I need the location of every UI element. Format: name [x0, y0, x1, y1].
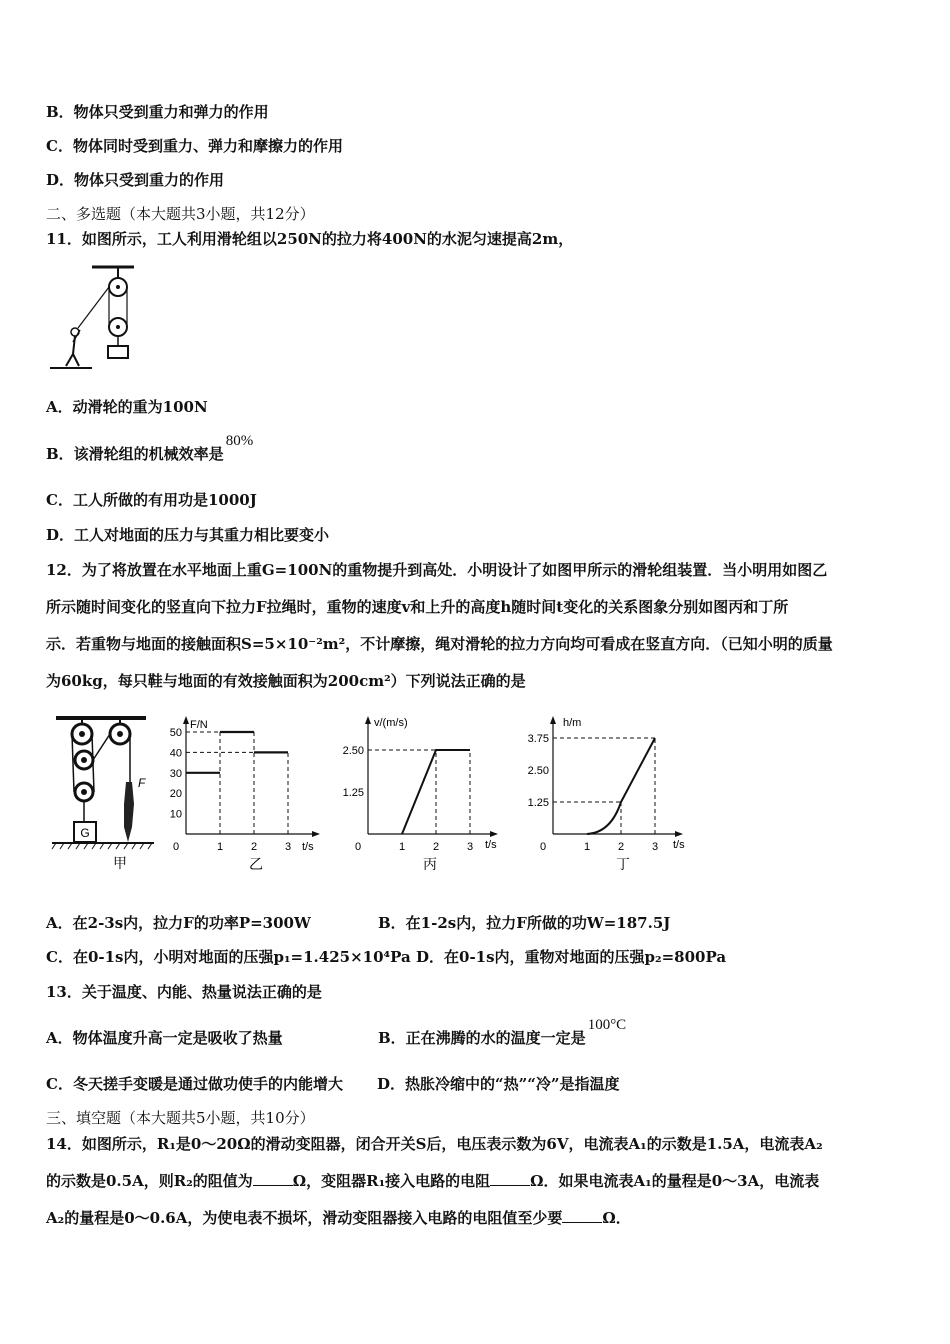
yi-ytick-label: 50 [169, 727, 182, 739]
weight-g-label: G [80, 826, 90, 840]
q14-line3-part-a: A₂的量程是0～0.6A，为使电表不损坏，滑动变阻器接入电路的电阻值至少要 [46, 1209, 563, 1227]
yi-ytick-label: 30 [169, 767, 182, 780]
q11-option-c: C．工人所做的有用功是1000J [46, 491, 257, 509]
q13-stem: 13．关于温度、内能、热量说法正确的是 [46, 983, 322, 1001]
q12-option-c: C．在0-1s内，小明对地面的压强p₁=1.425×10⁴Pa [46, 948, 411, 966]
q11-option-b [46, 433, 254, 465]
q12-stem-line3: 示．若重物与地面的接触面积S=5×10⁻²m²，不计摩擦，绳对滑轮的拉力方向均可看成在竖直方向．（已知小明的质量 [46, 635, 833, 653]
section3-title: 三、填空题（本大题共5小题，共10分） [46, 1109, 315, 1127]
q12-option-b: B．在1-2s内，拉力F所做的功W=187.5J [378, 914, 671, 932]
q14-line3 [46, 1208, 631, 1228]
chart-bing [330, 712, 510, 872]
ding-xtick-label: 2 [617, 841, 625, 853]
section2-title: 二、多选题（本大题共3小题，共12分） [46, 205, 315, 223]
chart-bing-ylabel: v/(m/s) [374, 717, 408, 729]
yi-xtick-label: 3 [284, 841, 292, 853]
fig-label-yi: 乙 [249, 856, 263, 872]
q14-line2-part-c: Ω．如果电流表A₁的量程是0～3A，电流表 [530, 1172, 820, 1190]
bing-ytick-label: 1.25 [342, 787, 364, 799]
chart-ding-xlabel: t/s [673, 839, 685, 851]
answer-blank-r1[interactable] [490, 1185, 530, 1186]
q10-option-c: C．物体同时受到重力、弹力和摩擦力的作用 [46, 137, 343, 155]
bing-ytick-label: 2.50 [342, 745, 364, 757]
bing-xtick-label: 3 [466, 841, 474, 853]
bing-xtick-label: 0 [354, 841, 362, 853]
answer-blank-r2[interactable] [253, 1185, 293, 1186]
fig-label-jia: 甲 [113, 855, 127, 871]
chart-ding-ylabel: h/m [563, 717, 582, 729]
bing-xtick-label: 1 [398, 841, 406, 853]
chart-ding [515, 712, 695, 872]
yi-ytick-label: 40 [169, 747, 182, 760]
yi-xtick-label: 1 [216, 841, 224, 853]
ding-ytick-label: 3.75 [527, 733, 549, 745]
q13-option-c: C．冬天搓手变暖是通过做功使手的内能增大 [46, 1075, 343, 1093]
yi-ytick-label: 10 [169, 808, 182, 821]
q13-option-d: D．热胀冷缩中的“热”“冷”是指温度 [377, 1075, 620, 1093]
chart-bing-xlabel: t/s [485, 839, 497, 851]
q14-line1: 14．如图所示，R₁是0～20Ω的滑动变阻器，闭合开关S后，电压表示数为6V，电流表A₁的示数是1.5A，电流表A₂ [46, 1135, 823, 1153]
q11-option-b-value: 80% [225, 433, 254, 449]
chart-yi-ylabel: F/N [190, 719, 208, 731]
yi-xtick-label: 0 [172, 841, 180, 853]
ding-xtick-label: 3 [651, 841, 659, 853]
q13-option-a: A．物体温度升高一定是吸收了热量 [46, 1029, 283, 1047]
q12-stem-line1: 12．为了将放置在水平地面上重G=100N的重物提升到高处．小明设计了如图甲所示的滑轮组装置．当小明用如图乙 [46, 561, 828, 579]
q13-option-b [378, 1017, 627, 1049]
fig-label-ding: 丁 [616, 856, 630, 872]
yi-xtick-label: 2 [250, 841, 258, 853]
q11-option-b-text: B．该滑轮组的机械效率是 [46, 445, 224, 463]
chart-yi [160, 712, 330, 872]
q12-option-a: A．在2-3s内，拉力F的功率P=300W [46, 914, 311, 932]
q12-stem-line2: 所示随时间变化的竖直向下拉力F拉绳时，重物的速度v和上升的高度h随时间t变化的关系图象分别如图丙和丁所 [46, 598, 789, 616]
ding-xtick-label: 1 [583, 841, 591, 853]
answer-blank-min-r[interactable] [562, 1222, 602, 1223]
q11-option-a: A．动滑轮的重为100N [46, 398, 208, 416]
ding-ytick-label: 2.50 [527, 765, 549, 777]
ding-xtick-label: 0 [539, 841, 547, 853]
q11-option-d: D．工人对地面的压力与其重力相比要变小 [46, 526, 330, 544]
chart-yi-xlabel: t/s [302, 841, 314, 853]
q13-option-b-value: 100°C [587, 1017, 627, 1033]
q14-line2-part-a: 的示数是0.5A，则R₂的阻值为 [46, 1172, 253, 1190]
q14-line2-part-b: Ω，变阻器R₁接入电路的电阻 [292, 1172, 491, 1190]
q11-stem: 11．如图所示，工人利用滑轮组以250N的拉力将400N的水泥匀速提高2m， [46, 230, 574, 248]
q12-stem-line4: 为60kg，每只鞋与地面的有效接触面积为200cm²）下列说法正确的是 [46, 672, 526, 690]
pulley-figure-q11 [48, 262, 148, 372]
bing-xtick-label: 2 [432, 841, 440, 853]
ding-ytick-label: 1.25 [527, 797, 549, 809]
force-f-label: F [138, 776, 146, 790]
pulley-figure-jia [50, 712, 160, 872]
q14-line2 [46, 1171, 819, 1191]
q10-option-d: D．物体只受到重力的作用 [46, 171, 225, 189]
q13-option-b-text: B．正在沸腾的水的温度一定是 [378, 1029, 586, 1047]
q10-option-b: B．物体只受到重力和弹力的作用 [46, 103, 269, 121]
q14-line3-part-b: Ω． [602, 1209, 631, 1227]
fig-label-bing: 丙 [423, 856, 437, 872]
yi-ytick-label: 20 [169, 788, 182, 801]
q12-option-d: D．在0-1s内，重物对地面的压强p₂=800Pa [416, 948, 727, 966]
